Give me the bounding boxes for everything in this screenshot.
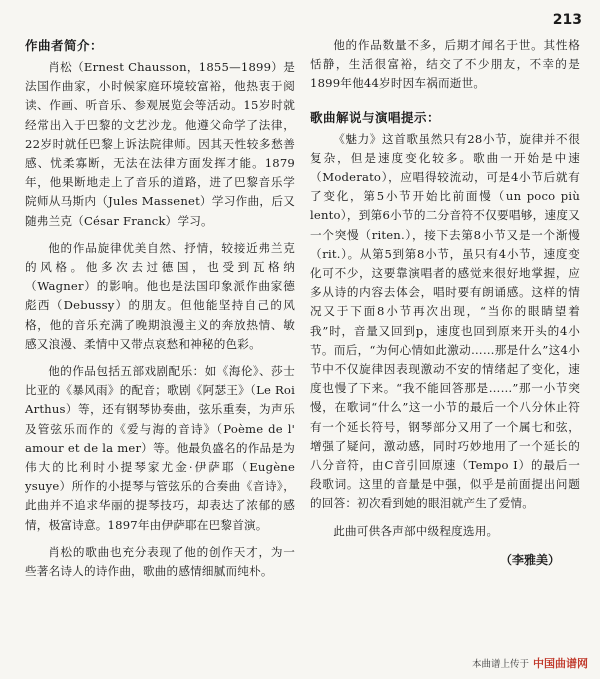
footer <box>472 655 588 671</box>
composer-paragraph: 他的作品旋律优美自然、抒情，较接近弗兰克的风格。他多次去过德国，也受到瓦格纳（Wagner）的影响。他也是法国印象派作曲家德彪西（Debussy）的朋友。但他能坚持自己的风格，他的音乐充满了晚期浪漫主义的奔放热情、敏感又浪漫、柔情中又带点哀愁和神秘的色彩。 <box>25 240 295 351</box>
composer-paragraph: 他的作品包括五部戏剧配乐：如《海伦》、莎士比亚的《暴风雨》的配音；歌剧《阿瑟王》（Le Roi Arthus）等，还有钢琴协奏曲，弦乐重奏，为声乐及管弦乐而作的《爱与海的音诗》（Poème de l' amour et de la mer）等。他最负盛名的作品是为伟大的比利时小提琴家尤金·伊萨耶（Eugène ysuye）所作的小提琴与管弦乐的合奏曲《音诗》，此曲并不追求华丽的提琴技巧，却表达了浓郁的感情，极富诗意。1897年由伊萨耶在巴黎首演。 <box>25 364 295 532</box>
composer-intro-heading: 作曲者简介： <box>25 38 104 53</box>
analysis-paragraph: 此曲可供各声部中级程度选用。 <box>333 523 499 538</box>
left-column <box>25 36 295 589</box>
right-column <box>310 36 580 568</box>
author-signature: （李雅美） <box>499 552 560 567</box>
composer-paragraph-continued: 他的作品数量不多，后期才闻名于世。其性格恬静，生活很富裕，结交了不少朋友，不幸的是1899年他44岁时因车祸而逝世。 <box>310 38 580 91</box>
analysis-paragraph: 《魅力》这首歌虽然只有28小节，旋律并不很复杂，但是速度变化较多。歌曲一开始是中速（Moderato），应唱得较流动，可是4小节后就有了变化，第5小节开始比前面慢（un poco più lento），到第6小节的二分音符不仅要唱够，速度又一个突慢（riten.），接下去第8小节又是一个渐慢（rit.）。从第5到第8小节，虽只有4小节，速度变化可不少，这要靠演唱者的感觉来很好地掌握，应多从诗的内容去体会，唱时要有朗诵感。这样的情况又于下面8小节再次出现，“当你的眼睛望着我”时，音量又回到p，速度也回到原来开头的4小节。而后，“为何心情如此激动……那是什么”这4小节中不仅旋律因表现激动不安的情绪起了变化，速度也慢了下来。“我不能回答那是……”那一小节突慢，在歌词“什么”这一小节的最后一个八分休止符有一个延长符号，钢琴部分又用了一个属七和弦，增强了疑问，激动感，同时巧妙地用了一个延长的八分音符，由C音引回原速（Tempo Ⅰ）的最后一段歌词。这里的音量是中强，似乎是前面提出问题的回答：初次看到她的眼泪就产生了爱情。 <box>310 131 580 511</box>
site-watermark-logo: 中国曲谱网 <box>533 657 588 670</box>
composer-paragraph: 肖松的歌曲也充分表现了他的创作天才，为一些著名诗人的诗作曲，歌曲的感情细腻而纯朴。 <box>25 544 295 579</box>
composer-paragraph: 肖松（Ernest Chausson，1855—1899）是法国作曲家，小时候家庭环境较富裕，他热衷于阅读、作画、听音乐、参观展览会等活动。15岁时就经常出入于巴黎的文艺沙龙。他遵父命学了法律，22岁时就任巴黎上诉法院律师。因其天性较多愁善感、忧柔寡断，无法在法律方面发挥才能。1879年，他果断地走上了音乐的道路，进了巴黎音乐学院师从马斯内（Jules Massenet）学习作曲，后又随弗兰克（César Franck）学习。 <box>25 60 295 228</box>
page-number: 213 <box>552 12 582 28</box>
upload-notice: 本曲谱上传于 <box>471 659 529 670</box>
song-analysis-heading: 歌曲解说与演唱提示： <box>310 109 441 125</box>
